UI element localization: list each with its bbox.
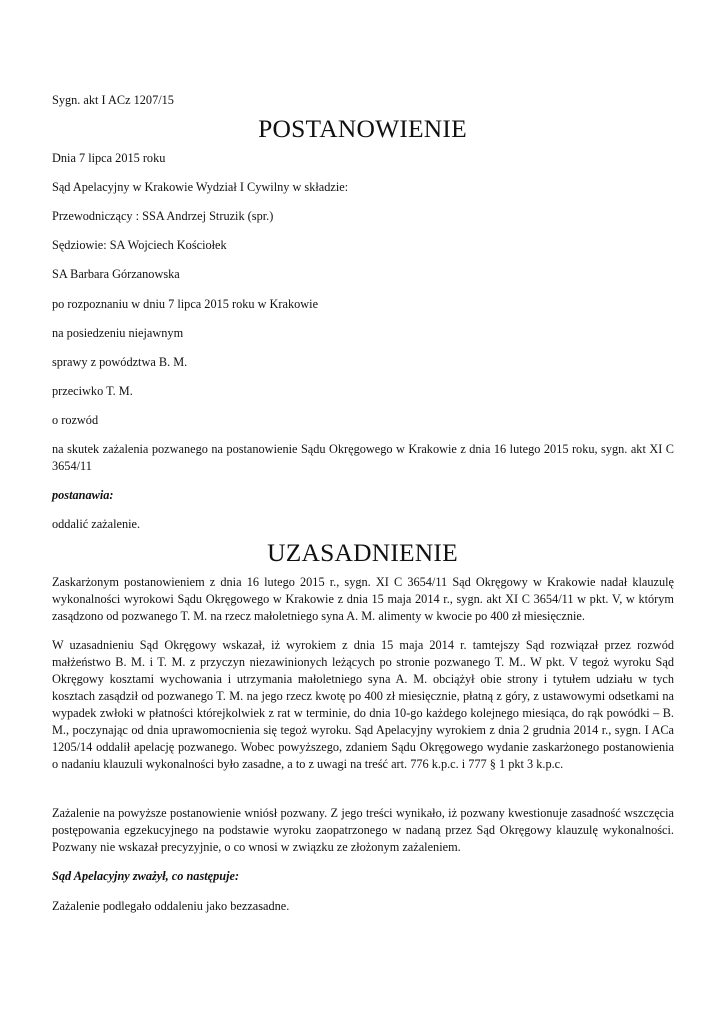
- decides-label: postanawia:: [52, 488, 114, 502]
- paragraph: W uzasadnieniu Sąd Okręgowy wskazał, iż wyrokiem z dnia 15 maja 2014 r. tamtejszy Sąd rozwiązał przez rozwód małżeństwo B. M. i T. M. z przyczyn niezawinionych leżących po stronie pozwanego T. M.. W pkt. V tegoż wyroku Sąd Okręgowy kosztami wychowania i utrzymania małoletniego syna A. M. obciążył obie strony i tytułem udziału w tych kosztach zasądził od pozwanego T. M. na jego rzecz kwotę po 400 zł miesięcznie, płatną z góry, z ustawowymi odsetkami na wypadek zwłoki w płatności którejkolwiek z rat w terminie, do dnia 10-go każdego kolejnego miesiąca, do rąk powódki – B. M., poczynając od dnia uprawomocnienia się tegoż wyroku. Sąd Apelacyjny wyrokiem z dnia 2 grudnia 2014 r., sygn. I ACa 1205/14 oddalił apelację pozwanego. Wobec powyższego, zdaniem Sądu Okręgowego wydanie zaskarżonego postanowienia o nadaniu klauzuli wykonalności było zasadne, a to z uwagi na treść art. 776 k.p.c. i 777 § 1 pkt 3 k.p.c.: [52, 638, 674, 771]
- complaint-paragraph: na skutek zażalenia pozwanego na postanowienie Sądu Okręgowego w Krakowie z dnia 16 lutego 2015 roku, sygn. akt XI C 3654/11: [52, 442, 674, 473]
- claim-line: sprawy z powództwa B. M.: [52, 355, 188, 369]
- hearing-line: po rozpoznaniu w dniu 7 lipca 2015 roku w Krakowie: [52, 297, 319, 311]
- court-line: Sąd Apelacyjny w Krakowie Wydział I Cywilny w składzie:: [52, 180, 349, 194]
- case-number: Sygn. akt I ACz 1207/15: [52, 93, 174, 107]
- document-title: POSTANOWIENIE: [258, 114, 467, 143]
- final-text: Zażalenie podlegało oddaleniu jako bezzasadne.: [52, 899, 290, 913]
- paragraph: Zażalenie na powyższe postanowienie wniósł pozwany. Z jego treści wynikało, iż pozwany kwestionuje zasadność wszczęcia postępowania egzekucyjnego na podstawie wyroku zaopatrzonego w nadaną przez Sąd Okręgowy klauzulę wykonalności. Pozwany nie wskazał precyzyjnie, o co wnosi w związku ze złożonym zażaleniem.: [52, 806, 674, 854]
- judges-line: Sędziowie: SA Wojciech Kościołek: [52, 238, 227, 252]
- considered-label: Sąd Apelacyjny zważył, co następuje:: [52, 869, 240, 883]
- date-line: Dnia 7 lipca 2015 roku: [52, 151, 166, 165]
- judge2-line: SA Barbara Górzanowska: [52, 267, 180, 281]
- session-line: na posiedzeniu niejawnym: [52, 326, 184, 340]
- paragraph: Zaskarżonym postanowieniem z dnia 16 lutego 2015 r., sygn. XI C 3654/11 Sąd Okręgowy w Krakowie nadał klauzulę wykonalności wyrokowi Sądu Okręgowego w Krakowie z dnia 15 maja 2014 r., sygn. akt XI C 3654/11 w pkt. V, w którym zasądzono od pozwanego T. M. na rzecz małoletniego syna A. M. alimenty w kwocie po 400 zł miesięcznie.: [52, 575, 674, 623]
- against-line: przeciwko T. M.: [52, 384, 133, 398]
- subject-line: o rozwód: [52, 413, 99, 427]
- justification-title: UZASADNIENIE: [267, 538, 458, 567]
- chair-line: Przewodniczący : SSA Andrzej Struzik (spr.): [52, 209, 274, 223]
- decision-text: oddalić zażalenie.: [52, 517, 141, 531]
